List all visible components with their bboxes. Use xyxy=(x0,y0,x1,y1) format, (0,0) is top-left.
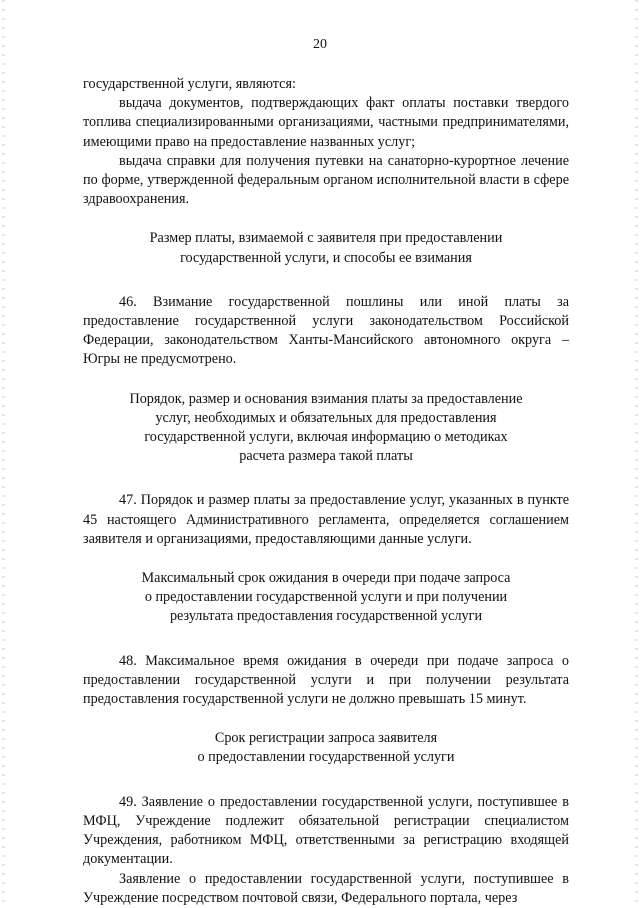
paragraph-46: 46. Взимание государственной пошлины или иной платы за предоставление государственной услуги законодательством Российской Федерации, законодательством Ханты-Мансийского автономного округа – Югры не предусмотрено. xyxy=(83,293,569,368)
paragraph-item-sanatorium: выдача справки для получения путевки на санаторно-курортное лечение по форме, утвержденной федеральным органом исполнительной власти в сфере здравоохранения. xyxy=(83,152,569,208)
section-heading-fee-procedure xyxy=(83,390,569,467)
paragraph-49-continued: Заявление о предоставлении государственной услуги, поступившее в Учреждение посредством почтовой связи, Федерального портала, через xyxy=(83,870,569,906)
section-heading-queue-time xyxy=(83,569,569,627)
section-heading-registration xyxy=(83,729,569,767)
heading-line: государственной услуги, и способы ее взимания xyxy=(180,249,472,266)
heading-line: Максимальный срок ожидания в очереди при подаче запроса xyxy=(141,570,511,587)
heading-line: расчета размера такой платы xyxy=(239,448,413,465)
heading-line: Срок регистрации запроса заявителя xyxy=(214,730,438,747)
heading-line: услуг, необходимых и обязательных для предоставления xyxy=(155,409,497,426)
section-heading-fee xyxy=(83,229,569,267)
paragraph-item-fuel-payment: выдача документов, подтверждающих факт оплаты поставки твердого топлива специализированными организациями, частными предпринимателями, имеющими право на предоставление названных услуг; xyxy=(83,95,569,150)
heading-line: о предоставлении государственной услуги xyxy=(197,749,455,766)
paragraph-intro: государственной услуги, являются: xyxy=(83,76,296,92)
heading-line: результата предоставления государственной услуги xyxy=(169,608,483,625)
heading-line: Размер платы, взимаемой с заявителя при предоставлении xyxy=(149,230,503,247)
scan-edge-right xyxy=(635,0,638,905)
heading-line: государственной услуги, включая информацию о методиках xyxy=(144,429,508,446)
paragraph-47: 47. Порядок и размер платы за предоставление услуг, указанных в пункте 45 настоящего Административного регламента, определяется соглашением заявителя и организациями, предоставляющими данные услуги. xyxy=(83,492,569,547)
document-body xyxy=(83,75,569,908)
page-number: 20 xyxy=(313,37,327,52)
heading-line: Порядок, размер и основания взимания платы за предоставление xyxy=(129,390,523,407)
paragraph-49: 49. Заявление о предоставлении государственной услуги, поступившее в МФЦ, Учреждение подлежит обязательной регистрации специалистом Учреждения, работником МФЦ, ответственными за регистрацию входящей документации. xyxy=(83,793,569,868)
heading-line: о предоставлении государственной услуги и при получении xyxy=(144,589,508,606)
scan-edge-left xyxy=(2,0,5,905)
paragraph-48: 48. Максимальное время ожидания в очереди при подаче запроса о предоставлении государственной услуги и при получении результата предоставления государственной услуги не должно превышать 15 минут. xyxy=(83,652,569,708)
